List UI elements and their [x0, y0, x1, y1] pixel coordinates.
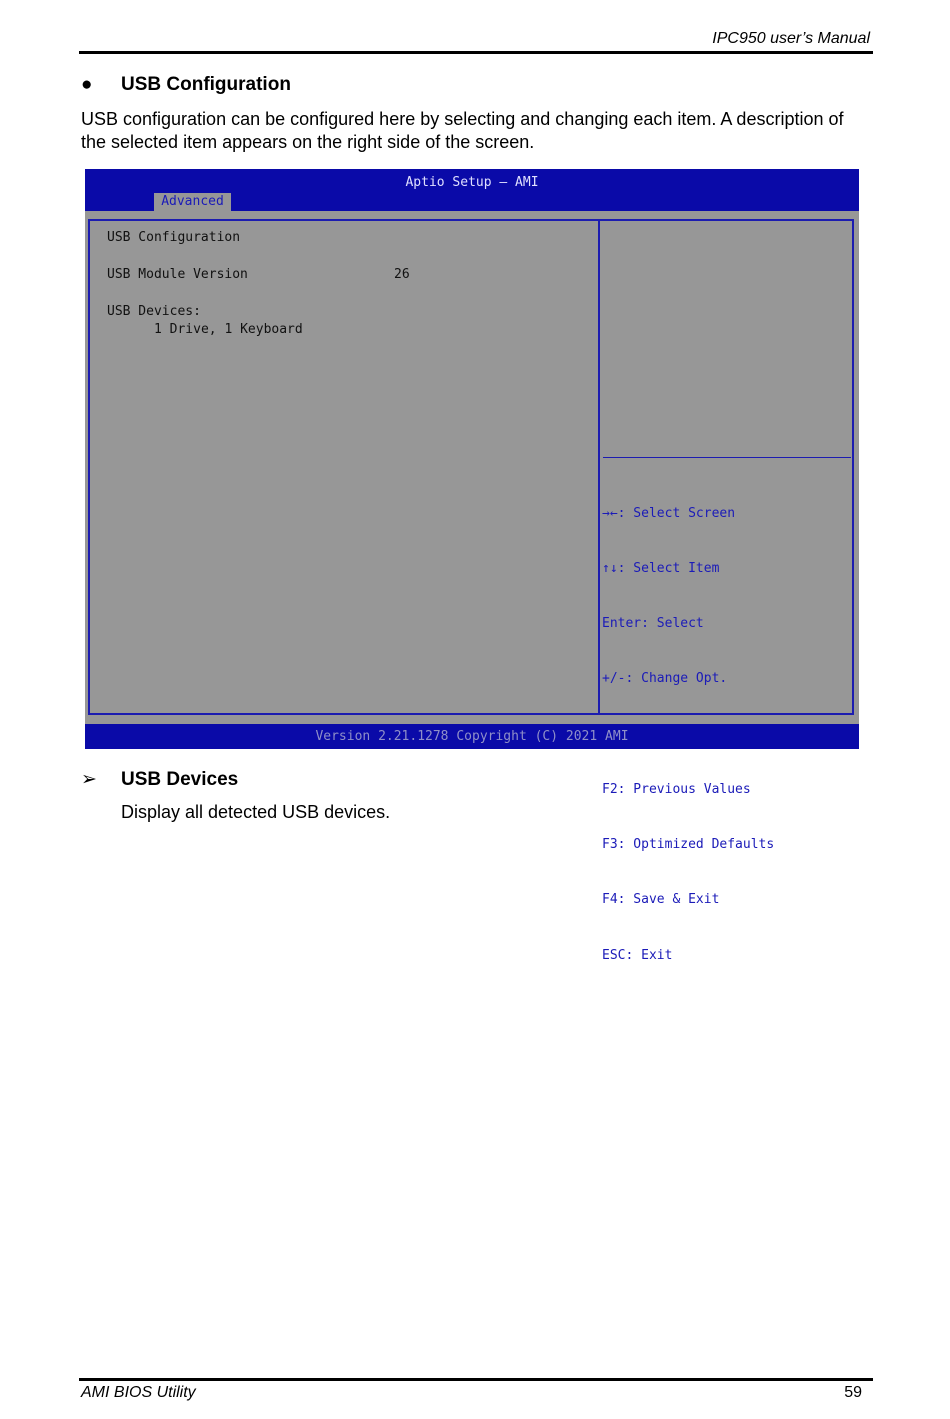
intro-paragraph: USB configuration can be configured here by selecting and changing each item. A description of the selected item appears on the right side of the screen.: [81, 109, 844, 152]
help-item: F4: Save & Exit: [602, 892, 720, 908]
subsection-title: USB Devices: [121, 769, 239, 790]
help-divider: [603, 457, 851, 458]
bios-divider: [598, 219, 600, 715]
subsection-description: Display all detected USB devices.: [121, 802, 391, 822]
tab-advanced[interactable]: Advanced: [154, 193, 231, 211]
help-item: ESC: Exit: [602, 947, 673, 963]
bios-title-bar: [85, 169, 859, 211]
help-item: →←: Select Screen: [602, 505, 736, 521]
footer-title: AMI BIOS Utility: [81, 1384, 196, 1401]
bios-heading: USB Configuration: [107, 230, 241, 245]
section-title: USB Configuration: [121, 74, 291, 95]
module-version-value: 26: [394, 267, 410, 282]
help-item: +/-: Change Opt.: [602, 671, 728, 687]
help-item: ↑↓: Select Item: [602, 561, 720, 577]
devices-value: 1 Drive, 1 Keyboard: [154, 322, 303, 337]
help-item: F3: Optimized Defaults: [602, 837, 775, 853]
help-item: F2: Previous Values: [602, 781, 751, 797]
footer-rule: [79, 1378, 873, 1381]
manual-title: IPC950 user’s Manual: [712, 30, 870, 47]
section-heading: [81, 74, 291, 96]
arrow-bullet-icon: ➢: [81, 769, 97, 790]
devices-label[interactable]: USB Devices:: [107, 304, 201, 319]
module-version-label: USB Module Version: [107, 267, 248, 282]
bullet-icon: ●: [81, 74, 93, 95]
help-item: Enter: Select: [602, 616, 704, 632]
page-number: 59: [844, 1384, 862, 1401]
bios-title: Aptio Setup – AMI: [405, 175, 539, 190]
header-rule: [79, 51, 873, 54]
bios-version-bar: Version 2.21.1278 Copyright (C) 2021 AMI: [85, 724, 859, 749]
subsection-heading: [81, 768, 238, 791]
